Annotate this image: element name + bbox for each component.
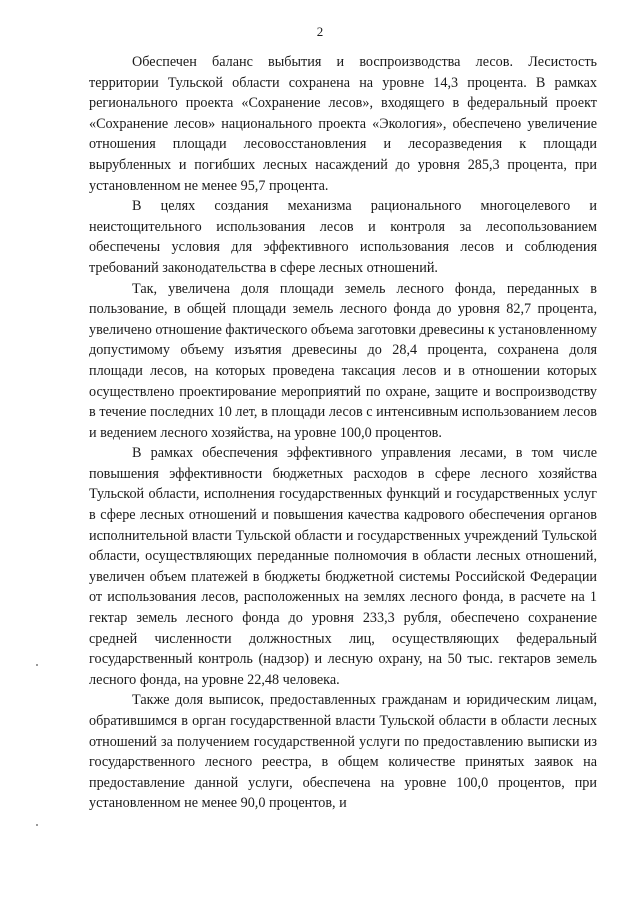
paragraph: Также доля выписок, предоставленных гражданам и юридическим лицам, обратившимся в орган государственной власти Тульской области в области лесных отношений за получением государственной услуги по предоставлению выписки из государственного лесного реестра, в общем количестве принятых заявок на предоставление данной услуги, обеспечена на уровне 100,0 процентов, при установленном не менее 90,0 процентов, и xyxy=(89,692,597,812)
scan-speck xyxy=(36,664,38,666)
paragraph: В рамках обеспечения эффективного управления лесами, в том числе повышения эффективности бюджетных расходов в сфере лесного хозяйства Тульской области, исполнения государственных функций и государственных услуг в сфере лесных отношений и повышения качества кадрового обеспечения органов исполнительной власти Тульской области и государственных учреждений Тульской области, осуществляющих переданные полномочия в области лесных отношений, увеличен объем платежей в бюджеты бюджетной системы Российской Федерации от использования лесов, расположенных на землях лесного фонда, в расчете на 1 гектар земель лесного фонда до уровня 233,3 рубля, обеспечено сохранение средней численности должностных лиц, осуществляющих федеральный государственный контроль (надзор) и лесную охрану, на 50 тыс. гектаров земель лесного фонда, на уровне 22,48 человека. xyxy=(89,445,597,688)
paragraph: В целях создания механизма рационального многоцелевого и неистощительного использования лесов и контроля за лесопользованием обеспечены условия для эффективного использования лесов и соблюдения требований законодательства в сфере лесных отношений. xyxy=(89,198,597,276)
paragraph: Обеспечен баланс выбытия и воспроизводства лесов. Лесистость территории Тульской области сохранена на уровне 14,3 процента. В рамках регионального проекта «Сохранение лесов», входящего в федеральный проект «Сохранение лесов» национального проекта «Экология», обеспечено увеличение отношения площади лесовосстановления и лесоразведения к площади вырубленных и погибших лесных насаждений до уровня 285,3 процента, при установленном не менее 95,7 процента. xyxy=(89,54,597,194)
scan-speck xyxy=(36,824,38,826)
page-number: 2 xyxy=(316,24,324,39)
document-body xyxy=(89,52,597,814)
paragraph: Так, увеличена доля площади земель лесного фонда, переданных в пользование, в общей площади земель лесного фонда до уровня 82,7 процента, увеличено отношение фактического объема заготовки древесины к установленному допустимому объему изъятия древесины до 28,4 процента, сохранена доля площади лесов, на которых проведена таксация лесов и в отношении которых осуществлено проектирование мероприятий по охране, защите и воспроизводству в течение последних 10 лет, в площади лесов с интенсивным использованием лесов и ведением лесного хозяйства, на уровне 100,0 процентов. xyxy=(89,280,597,441)
